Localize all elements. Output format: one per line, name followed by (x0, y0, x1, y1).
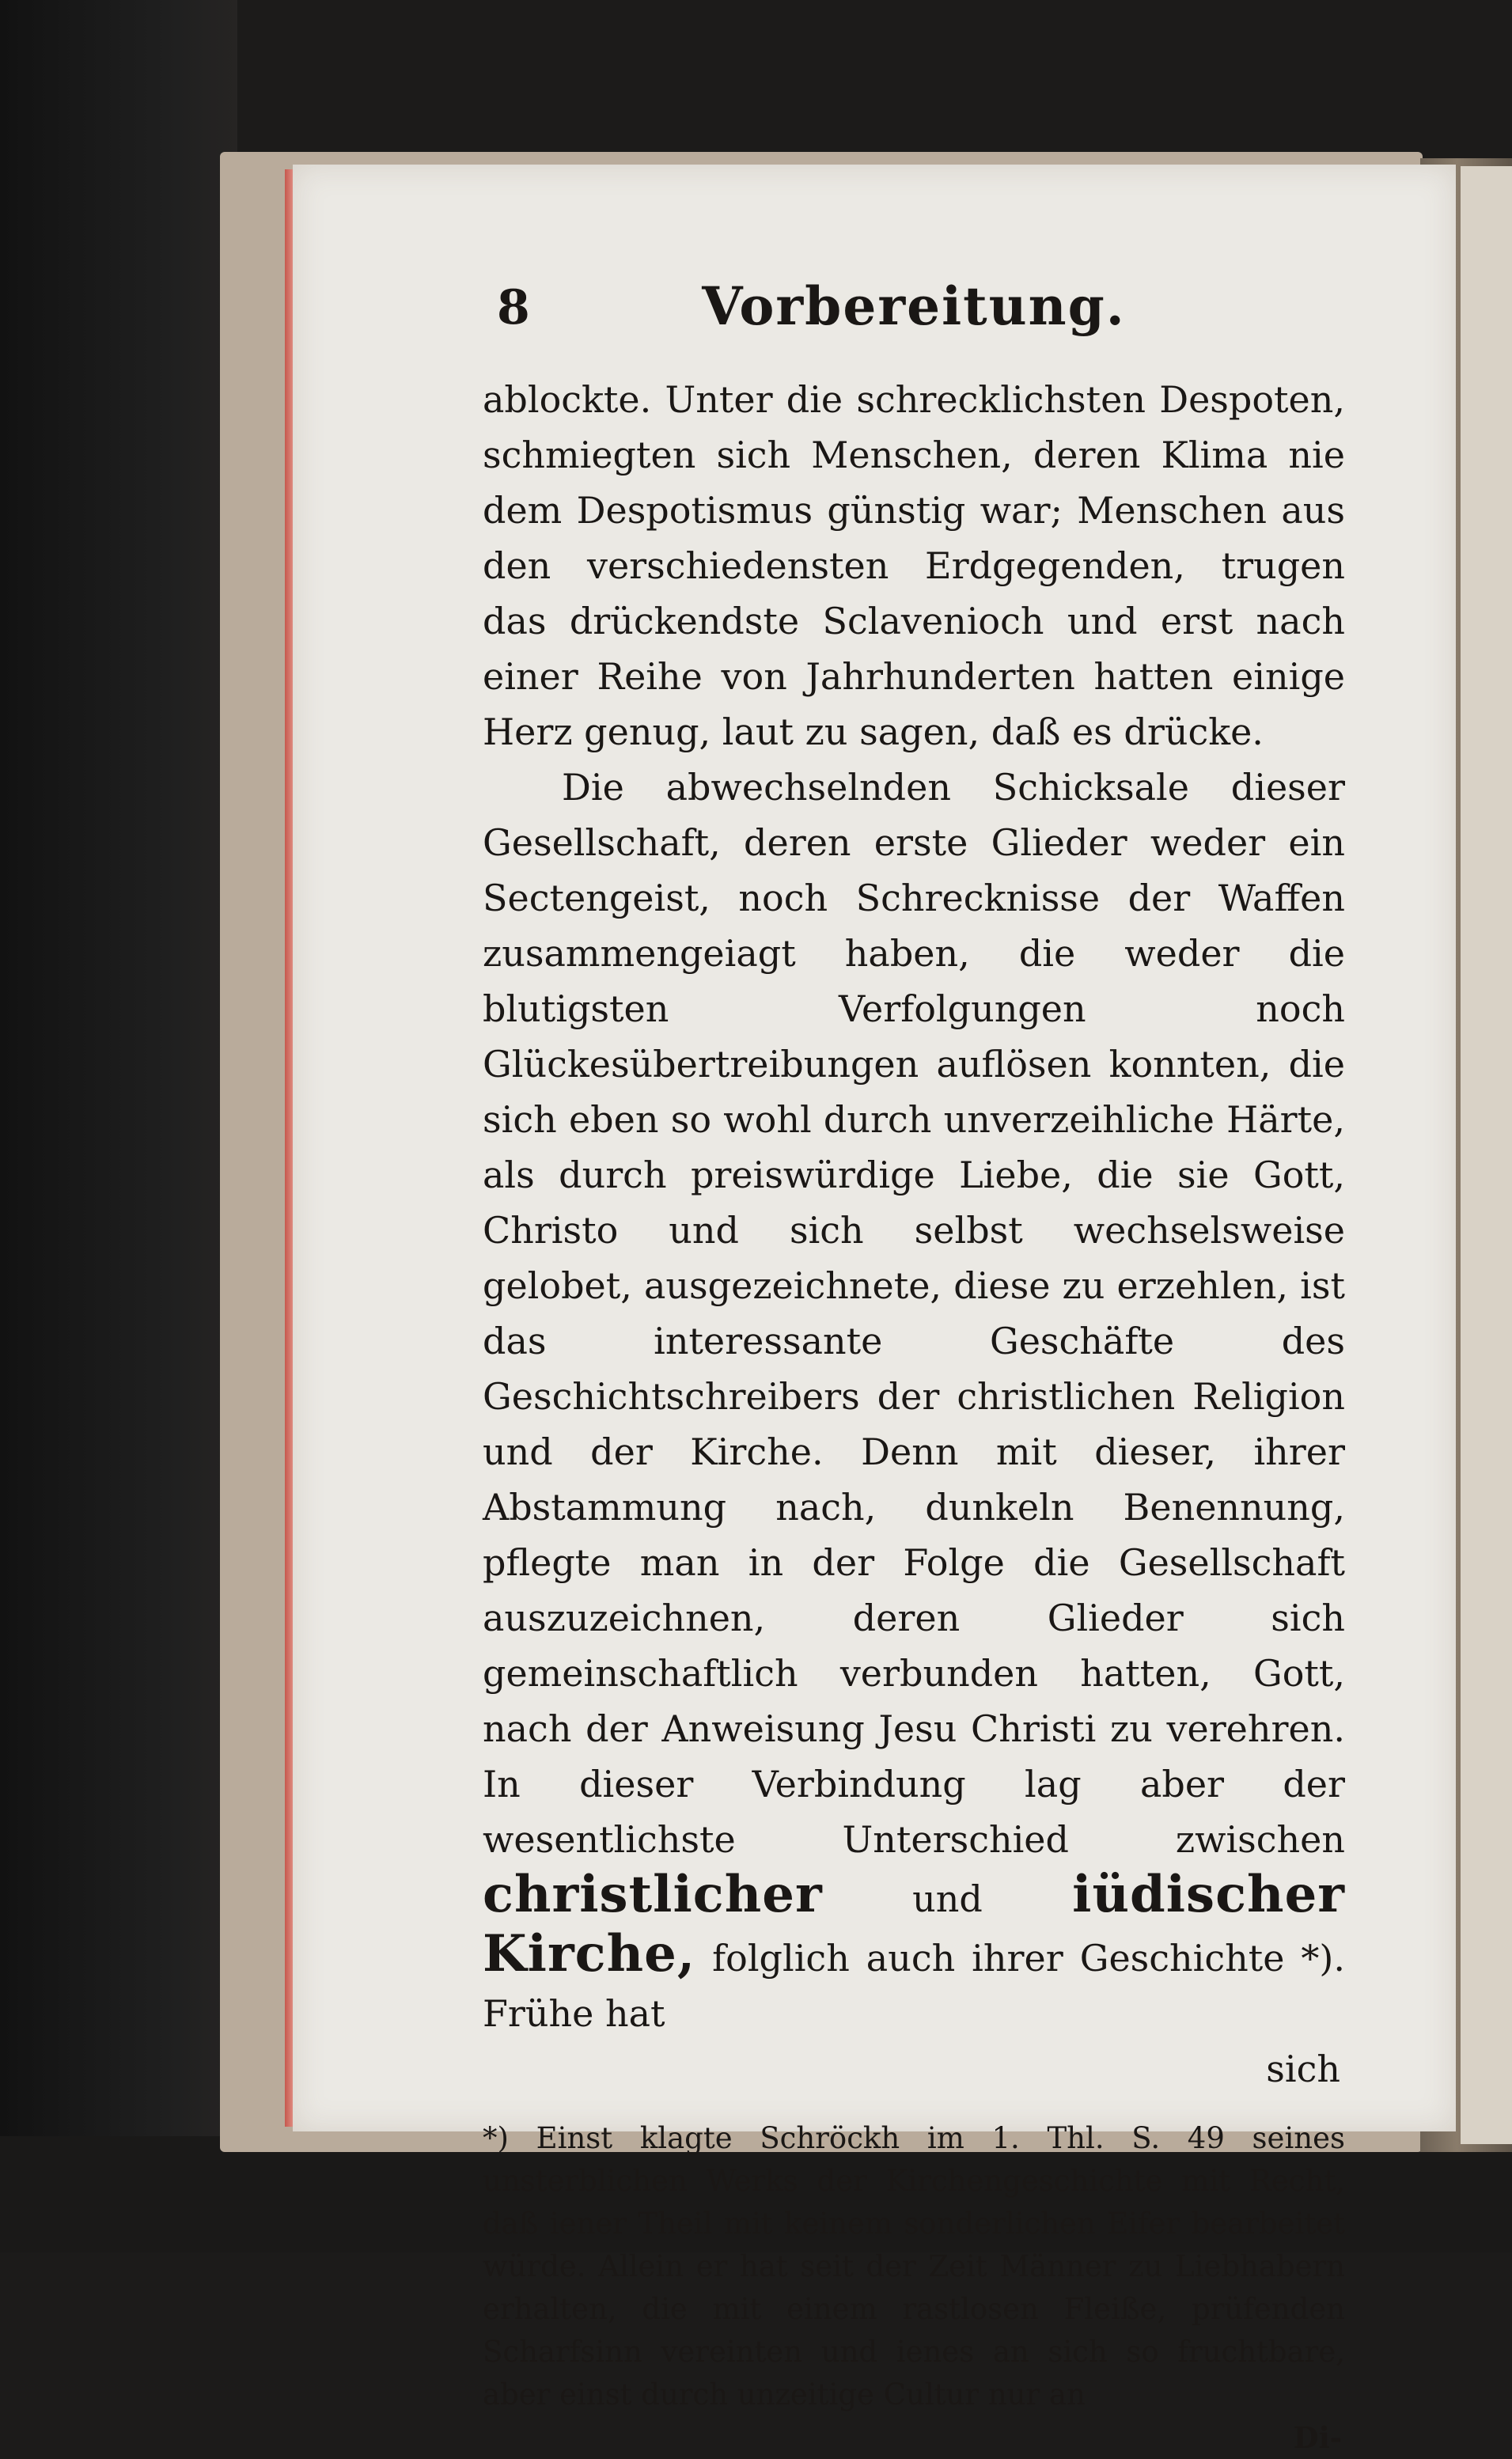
paragraph-2 (483, 760, 1345, 2041)
paragraph-1: ablockte. Unter die schrecklichsten Despoten, schmiegten sich Menschen, deren Klima nie dem Despotismus günstig war; Menschen aus den verschiedensten Erdgegenden, trugen das drückendste Sclavenioch und erst nach einer Reihe von Jahrhunderten hatten einige Herz genug, laut zu sagen, daß es drücke. (483, 378, 1345, 753)
page-header (483, 269, 1345, 356)
paragraph-2-start: Die abwechselnden Schicksale dieser Gesellschaft, deren erste Glieder weder ein Sectengeist, noch Schrecknisse der Waffen zusammengeiagt haben, die weder die blutigsten Verfolgungen noch Glückesübertreibungen auflösen konnten, die sich eben so wohl durch unverzeihliche Härte, als durch preiswürdige Liebe, die sie Gott, Christo und sich selbst wechselsweise gelobet, ausgezeichnete, diese zu erzehlen, ist das interessante Geschäfte des Geschichtschreibers der christlichen Religion und der Kirche. Denn mit dieser, ihrer Abstammung nach, dunkeln Benennung, pflegte man in der Folge die Gesellschaft auszuzeichnen, deren Glieder sich gemeinschaftlich verbunden hatten, Gott, nach der Anweisung Jesu Christi zu verehren. In dieser Verbindung lag aber der wesentlichste Unterschied zwischen (483, 766, 1345, 1861)
main-text (483, 372, 1345, 2097)
paragraph-2-end: folglich auch ihrer Geschichte *). Frühe hat (483, 1937, 1345, 2035)
footnote-catchword: Di- (1293, 2420, 1342, 2455)
emphasis-juedischer-kirche: iüdischer Kirche, (483, 1865, 1346, 1983)
emphasis-christlicher: christlicher (483, 1865, 823, 1924)
facing-page-edge (1461, 166, 1512, 2144)
page-content (483, 269, 1345, 2459)
running-head: Vorbereitung. (702, 275, 1126, 337)
catchword: sich (1266, 2048, 1340, 2090)
conjunction: und (912, 1877, 983, 1920)
page-number: 8 (497, 280, 530, 335)
footnote: *) Einst klagte Schröckh im 1. Thl. S. 49 seines unsterblichen Werks der Kirchengeschichte mit Recht, daß iener Theil mit keinem sonderlichen Eifer bearbeitet würde. Allein er hat seit der Zeit Männer zu Liebhabern erhalten, die mit einem rastlosen Fleiße, prüfenden Scharfsinn vereinten und ienes an sich so fruchtbare, aber einst durch unzeitige Cultur nur an (483, 2121, 1345, 2412)
dark-background (0, 0, 237, 2253)
